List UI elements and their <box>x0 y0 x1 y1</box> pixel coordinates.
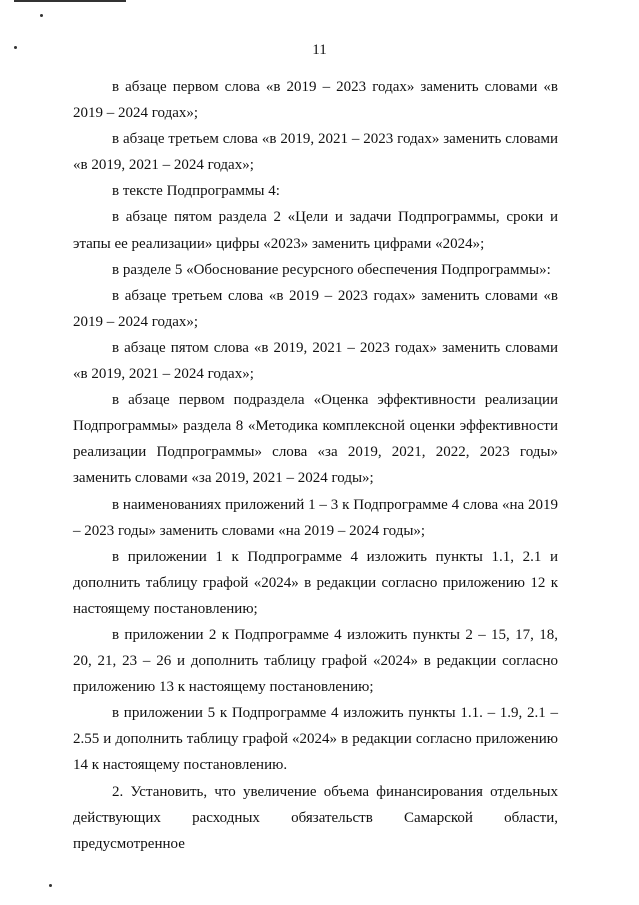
paragraph: в приложении 2 к Подпрограмме 4 изложить пункты 2 – 15, 17, 18, 20, 21, 23 – 26 и дополнить таблицу графой «2024» в редакции согласно приложению 13 к настоящему постановлению; <box>73 626 558 696</box>
paragraph: в тексте Подпрограммы 4: <box>112 183 280 200</box>
paragraph: в абзаце третьем слова «в 2019, 2021 – 2023 годах» заменить словами «в 2019, 2021 – 2024 годах»; <box>73 131 558 174</box>
paragraph: в приложении 5 к Подпрограмме 4 изложить пункты 1.1. – 1.9, 2.1 – 2.55 и дополнить таблицу графой «2024» в редакции согласно приложению 14 к настоящему постановлению. <box>73 705 558 774</box>
paragraph: в абзаце пятом раздела 2 «Цели и задачи Подпрограммы, сроки и этапы ее реализации» цифры «2023» заменить цифрами «2024»; <box>73 209 558 252</box>
document-body <box>73 74 558 857</box>
paragraph: в наименованиях приложений 1 – 3 к Подпрограмме 4 слова «на 2019 – 2023 годы» заменить словами «на 2019 – 2024 годы»; <box>73 496 558 539</box>
top-border-line <box>14 0 126 2</box>
scan-speck <box>40 14 43 17</box>
scan-speck <box>49 884 52 887</box>
paragraph: в приложении 1 к Подпрограмме 4 изложить пункты 1.1, 2.1 и дополнить таблицу графой «2024» в редакции согласно приложению 12 к настоящему постановлению; <box>73 548 558 617</box>
paragraph: в абзаце третьем слова «в 2019 – 2023 годах» заменить словами «в 2019 – 2024 годах»; <box>73 287 558 330</box>
paragraph: в абзаце пятом слова «в 2019, 2021 – 2023 годах» заменить словами «в 2019, 2021 – 2024 годах»; <box>73 339 558 383</box>
paragraph: в абзаце первом слова «в 2019 – 2023 годах» заменить словами «в 2019 – 2024 годах»; <box>73 79 558 122</box>
paragraph: в разделе 5 «Обоснование ресурсного обеспечения Подпрограммы»: <box>112 261 551 278</box>
paragraph: в абзаце первом подраздела «Оценка эффективности реализации Подпрограммы» раздела 8 «Методика комплексной оценки эффективности реализации Подпрограммы» слова «за 2019, 2021, 2022, 2023 годы» заменить словами «за 2019, 2021 – 2024 годы»; <box>73 392 558 487</box>
paragraph: 2. Установить, что увеличение объема финансирования отдельных действующих расходных обязательств Самарской области, предусмотренное <box>73 783 558 852</box>
page-number: 11 <box>312 42 327 58</box>
